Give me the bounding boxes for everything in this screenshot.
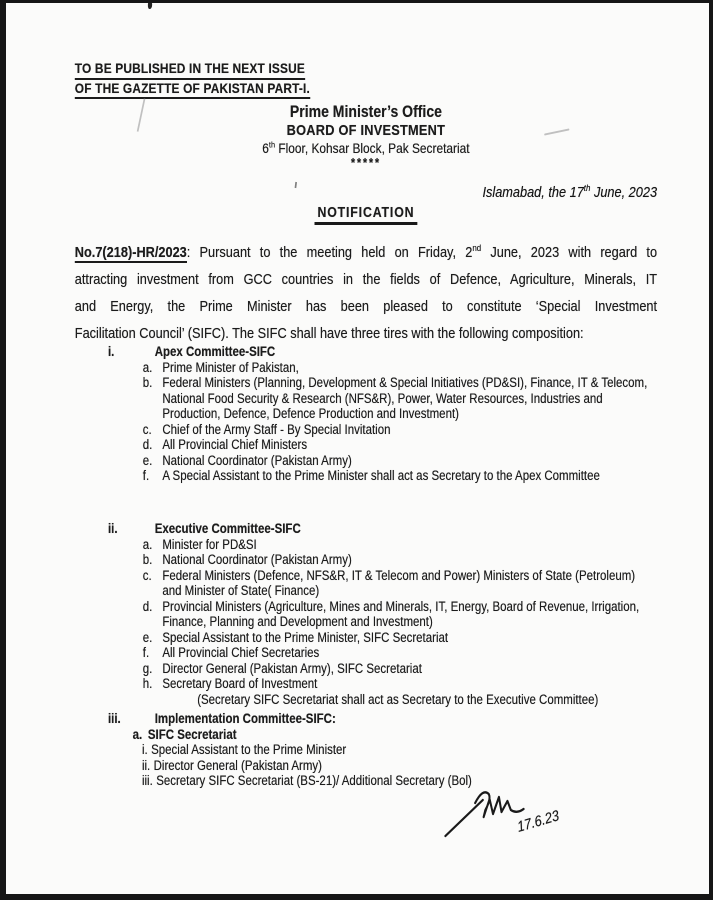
item-label: e. bbox=[142, 452, 153, 468]
intro-line-3: and Energy, the Prime Minister has been pleased to constitute ‘Special Investment bbox=[74, 298, 658, 315]
section-title: Implementation Committee-SIFC: bbox=[154, 711, 336, 726]
publish-notice-line-2: OF THE GAZETTE OF PAKISTAN PART-I. bbox=[75, 80, 310, 100]
section-items bbox=[143, 360, 669, 484]
intro-line-1-pre: : Pursuant to the meeting held on Friday, 2 bbox=[186, 244, 473, 261]
scan-speck bbox=[295, 182, 297, 188]
signature bbox=[435, 786, 614, 846]
intro-line-1-post: June, 2023 with regard to bbox=[481, 244, 658, 261]
sub-item-label: ii. bbox=[141, 757, 151, 773]
office-name: Prime Minister’s Office bbox=[289, 103, 442, 121]
item-text: National Coordinator (Pakistan Army) bbox=[162, 452, 352, 468]
section-heading bbox=[108, 711, 669, 727]
item-text: Provincial Ministers (Agriculture, Mines and Minerals, IT, Energy, Board of Revenue, Irrigation, Finance, Planning and Development and Investment) bbox=[162, 598, 640, 629]
item-label: b. bbox=[142, 552, 153, 567]
publish-notice-line-1: TO BE PUBLISHED IN THE NEXT ISSUE bbox=[75, 60, 305, 80]
section-numeral: ii. bbox=[107, 521, 118, 536]
subsection-items bbox=[142, 742, 669, 789]
section-executive-committee bbox=[108, 521, 669, 707]
section-items bbox=[143, 537, 669, 708]
scan-border-left bbox=[0, 0, 6, 900]
item-text: Special Assistant to the Prime Minister, SIFC Secretariat bbox=[162, 629, 449, 645]
item-label: c. bbox=[142, 421, 152, 437]
department-name: BOARD OF INVESTMENT bbox=[286, 122, 446, 139]
subsection-label: a. bbox=[132, 726, 143, 742]
list-item bbox=[143, 661, 669, 677]
sub-item-text: Secretary SIFC Secretariat (BS-21)/ Additional Secretary (Bol) bbox=[156, 773, 472, 788]
signature-date: 17.6.23 bbox=[515, 806, 561, 836]
list-item bbox=[143, 645, 669, 661]
sub-item-text: Special Assistant to the Prime Minister bbox=[151, 742, 347, 757]
sub-item-label: iii. bbox=[141, 773, 153, 788]
item-label: a. bbox=[142, 536, 153, 552]
intro-paragraph bbox=[75, 239, 657, 347]
section-heading bbox=[108, 344, 669, 360]
dateline-ordinal: th bbox=[583, 183, 591, 193]
list-item bbox=[143, 453, 669, 469]
item-text: Secretary Board of Investment bbox=[162, 676, 318, 691]
reference-number: No.7(218)-HR/2023 bbox=[74, 244, 187, 261]
list-item bbox=[143, 676, 669, 692]
item-label: d. bbox=[142, 598, 153, 614]
item-label: b. bbox=[142, 375, 153, 390]
list-item bbox=[143, 360, 669, 376]
item-text: Federal Ministers (Planning, Development & Special Initiatives (PD&SI), Finance, IT & Telecom, National Food Security & Research (NFS&R), Power, Water Resources, Industries and Production, Defence, Defence Production and Investment) bbox=[162, 375, 648, 421]
item-label: f. bbox=[142, 645, 150, 660]
item-text: All Provincial Chief Ministers bbox=[162, 437, 308, 452]
section-title: Executive Committee-SIFC bbox=[154, 521, 301, 536]
subsection-heading bbox=[133, 727, 669, 743]
letterhead bbox=[75, 102, 657, 169]
item-text: A Special Assistant to the Prime Minister shall act as Secretary to the Apex Committee bbox=[162, 468, 600, 483]
item-text: Director General (Pakistan Army), SIFC Secretariat bbox=[162, 660, 422, 676]
sub-item-text: Director General (Pakistan Army) bbox=[153, 757, 322, 773]
subsection-title: SIFC Secretariat bbox=[147, 726, 237, 742]
intro-ordinal: nd bbox=[472, 243, 482, 253]
section-numeral: i. bbox=[107, 344, 115, 359]
list-item bbox=[143, 630, 669, 646]
list-item bbox=[143, 375, 669, 422]
address-ordinal: th bbox=[268, 139, 276, 150]
item-label: e. bbox=[142, 629, 153, 645]
title-row bbox=[75, 204, 657, 225]
list-item bbox=[143, 537, 669, 553]
item-label: a. bbox=[142, 359, 153, 375]
list-item bbox=[143, 552, 669, 568]
intro-line-4: Facilitation Council’ (SIFC). The SIFC shall have three tires with the following composition: bbox=[74, 325, 584, 342]
section-apex-committee bbox=[108, 344, 669, 484]
committee-note: (Secretary SIFC Secretariat shall act as Secretary to the Executive Committee) bbox=[197, 691, 599, 707]
sub-list-item bbox=[142, 742, 669, 758]
address-line bbox=[75, 140, 657, 156]
notification-title: NOTIFICATION bbox=[315, 205, 417, 225]
separator-stars: ***** bbox=[350, 155, 381, 170]
list-item bbox=[143, 568, 669, 599]
dateline-pre: Islamabad, the 17 bbox=[482, 184, 584, 201]
section-numeral: iii. bbox=[107, 711, 121, 726]
item-text: Chief of the Army Staff - By Special Invitation bbox=[162, 421, 391, 437]
section-title: Apex Committee-SIFC bbox=[154, 344, 276, 359]
scan-border-bottom bbox=[0, 894, 713, 900]
sub-list-item bbox=[142, 758, 669, 774]
item-label: h. bbox=[142, 676, 153, 691]
item-label: d. bbox=[142, 437, 153, 452]
list-item bbox=[143, 422, 669, 438]
item-text: National Coordinator (Pakistan Army) bbox=[162, 552, 352, 567]
address-text: Floor, Kohsar Block, Pak Secretariat bbox=[275, 140, 470, 156]
item-label: f. bbox=[142, 468, 150, 483]
list-item bbox=[143, 468, 669, 484]
intro-line-1 bbox=[75, 239, 657, 266]
section-implementation-committee bbox=[108, 711, 669, 789]
item-text: Prime Minister of Pakistan, bbox=[162, 359, 299, 375]
item-label: c. bbox=[142, 567, 152, 583]
address-number: 6 bbox=[262, 140, 269, 156]
scan-border-right bbox=[709, 0, 713, 900]
item-text: All Provincial Chief Secretaries bbox=[162, 645, 320, 660]
item-text: Federal Ministers (Defence, NFS&R, IT & Telecom and Power) Ministers of State (Petroleum) and Minister of State( Finance) bbox=[162, 567, 636, 598]
signature-scribble bbox=[445, 792, 523, 836]
list-item bbox=[143, 437, 669, 453]
dateline bbox=[482, 184, 657, 201]
list-item bbox=[143, 599, 669, 630]
sub-item-label: i. bbox=[141, 742, 148, 757]
item-text: Minister for PD&SI bbox=[162, 536, 257, 552]
publish-notice bbox=[75, 60, 310, 99]
scan-border-top bbox=[0, 0, 713, 3]
dateline-post: June, 2023 bbox=[590, 184, 658, 201]
intro-line-2: attracting investment from GCC countries in the fields of Defence, Agriculture, Minerals, IT bbox=[74, 271, 658, 288]
section-heading bbox=[108, 521, 669, 537]
item-label: g. bbox=[142, 660, 153, 676]
